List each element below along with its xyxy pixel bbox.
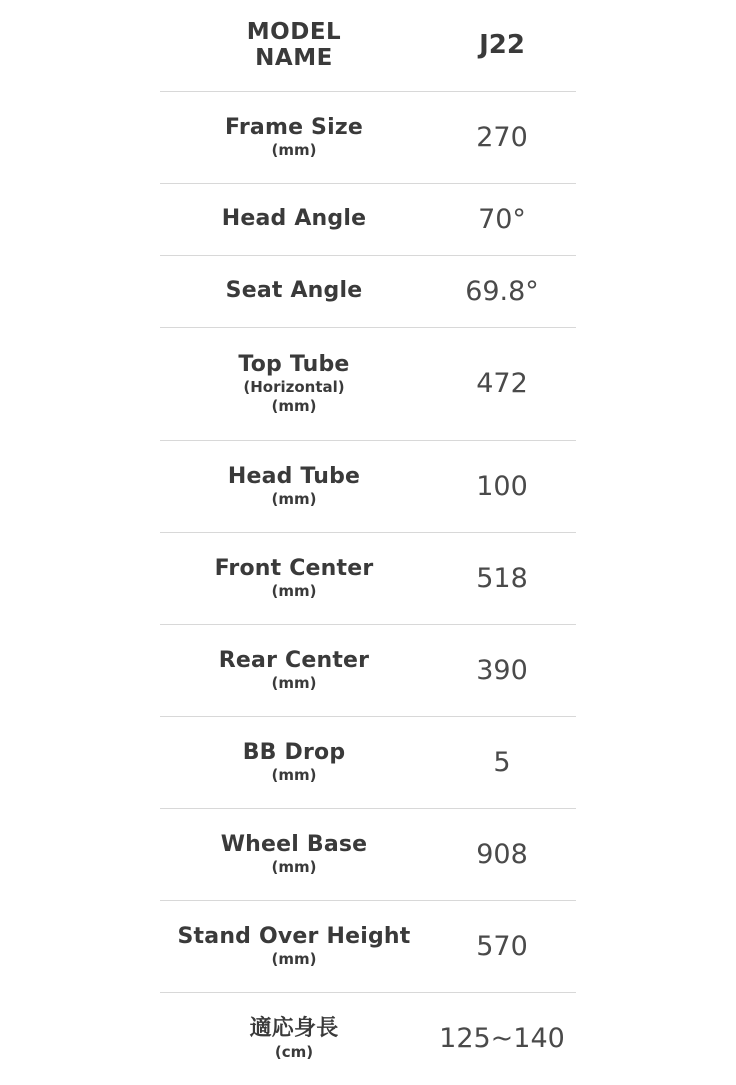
header-label-line1: MODEL <box>246 18 342 45</box>
table-row <box>160 256 576 328</box>
row-value-cell <box>428 564 576 594</box>
row-label: 適応身長 <box>249 1016 339 1042</box>
row-value: 908 <box>476 838 528 870</box>
row-value: 472 <box>476 368 528 400</box>
table-row <box>160 184 576 256</box>
row-label-cell <box>160 279 428 304</box>
header-value-cell <box>428 31 576 60</box>
row-value-cell <box>428 748 576 778</box>
row-label: BB Drop <box>242 739 346 765</box>
table-row <box>160 328 576 441</box>
table-row <box>160 993 576 1085</box>
row-label: Rear Center <box>218 647 370 673</box>
row-label-cell <box>160 741 428 785</box>
row-value: 100 <box>476 470 528 502</box>
row-value-cell <box>428 205 576 235</box>
row-value: 125~140 <box>439 1023 565 1055</box>
table-row <box>160 809 576 901</box>
table-row <box>160 441 576 533</box>
row-value: 570 <box>476 930 528 962</box>
row-label: Head Tube <box>227 463 361 489</box>
row-label-cell <box>160 116 428 160</box>
row-unit: (mm) <box>271 141 317 160</box>
row-label: Wheel Base <box>220 831 368 857</box>
header-label-cell <box>160 20 428 72</box>
row-label: Top Tube <box>238 351 350 377</box>
row-label: Head Angle <box>221 206 367 232</box>
table-row <box>160 533 576 625</box>
row-label-cell <box>160 649 428 693</box>
table-row <box>160 625 576 717</box>
table-header-row <box>160 0 576 92</box>
row-unit-secondary: (mm) <box>271 397 317 416</box>
row-value: 518 <box>476 562 528 594</box>
row-value: 5 <box>493 746 511 778</box>
table-row <box>160 92 576 184</box>
row-label: Seat Angle <box>225 278 363 304</box>
row-label: Stand Over Height <box>177 923 411 949</box>
row-unit: (mm) <box>271 766 317 785</box>
row-label-cell <box>160 353 428 416</box>
row-unit: (mm) <box>271 858 317 877</box>
row-unit: (Horizontal) <box>243 378 345 397</box>
row-label-cell <box>160 557 428 601</box>
row-value-cell <box>428 932 576 962</box>
row-unit: (mm) <box>271 582 317 601</box>
row-value: 390 <box>476 654 528 686</box>
model-name-value: J22 <box>479 30 525 61</box>
row-value-cell <box>428 656 576 686</box>
row-value-cell <box>428 369 576 399</box>
row-label: Frame Size <box>225 114 363 140</box>
row-value: 270 <box>476 121 528 153</box>
row-value-cell <box>428 1024 576 1054</box>
row-label-cell <box>160 1017 428 1061</box>
header-label-line2: NAME <box>255 44 333 71</box>
row-unit: (cm) <box>274 1042 314 1061</box>
row-unit: (mm) <box>271 674 317 693</box>
table-row <box>160 717 576 809</box>
row-unit: (mm) <box>271 950 317 969</box>
table-row <box>160 901 576 993</box>
row-value-cell <box>428 840 576 870</box>
row-value-cell <box>428 123 576 153</box>
row-unit: (mm) <box>271 490 317 509</box>
row-label-cell <box>160 465 428 509</box>
row-label-cell <box>160 925 428 969</box>
row-value: 69.8° <box>465 275 539 307</box>
row-label-cell <box>160 833 428 877</box>
row-value: 70° <box>478 203 526 235</box>
row-label: Front Center <box>214 555 374 581</box>
row-label-cell <box>160 207 428 232</box>
row-value-cell <box>428 277 576 307</box>
row-value-cell <box>428 472 576 502</box>
